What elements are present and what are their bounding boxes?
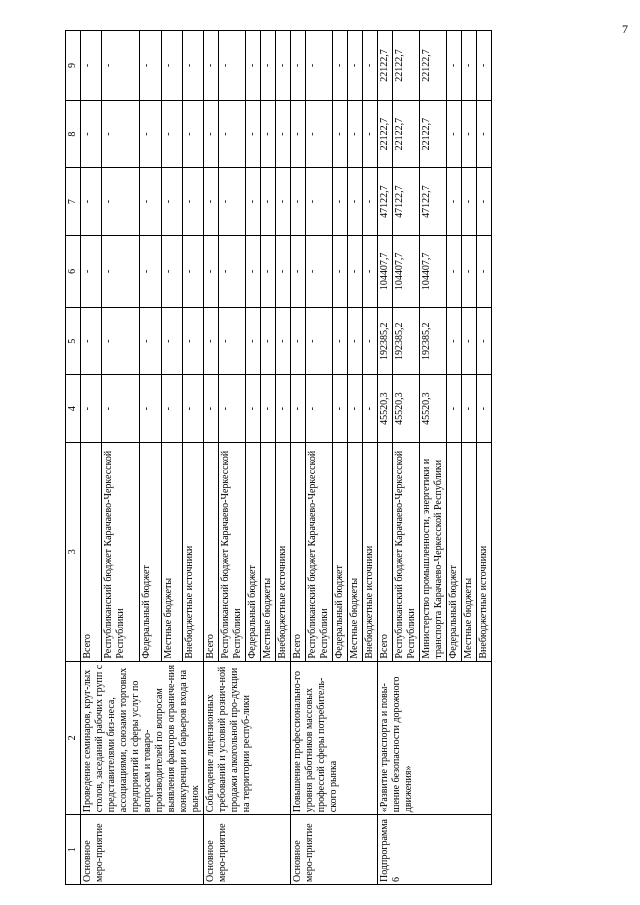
value-cell-col-8: - [363, 100, 378, 167]
value-cell-col-6: - [333, 235, 348, 307]
value-cell-col-9: - [348, 31, 363, 101]
value-cell-col-4: - [182, 375, 203, 442]
funding-source-cell: Местные бюджеты [261, 442, 276, 661]
value-cell-col-9: - [447, 31, 462, 101]
value-cell-col-5: - [246, 307, 261, 374]
value-cell-col-8: 22122,7 [378, 100, 393, 167]
activity-type-cell: Основное меро-приятие [81, 815, 204, 885]
funding-source-cell: Внебюджетные источники [363, 442, 378, 661]
value-cell-col-6: 104407,7 [420, 235, 447, 307]
value-cell-col-5: - [219, 307, 246, 374]
value-cell-col-5: - [204, 307, 219, 374]
value-cell-col-7: - [81, 168, 102, 235]
value-cell-col-7: - [477, 168, 492, 235]
value-cell-col-8: - [182, 100, 203, 167]
value-cell-col-9: - [102, 31, 140, 101]
column-header-9: 9 [66, 31, 81, 101]
activity-type-cell: Подпрограмма 6 [378, 815, 492, 885]
funding-source-cell: Внебюджетные источники [276, 442, 291, 661]
value-cell-col-6: - [219, 235, 246, 307]
value-cell-col-8: - [462, 100, 477, 167]
value-cell-col-4: - [102, 375, 140, 442]
column-header-5: 5 [66, 307, 81, 374]
funding-source-cell: Федеральный бюджет [333, 442, 348, 661]
funding-source-cell: Республиканский бюджет Карачаево-Черкесской Республики [219, 442, 246, 661]
value-cell-col-6: - [462, 235, 477, 307]
value-cell-col-4: 45520,3 [393, 375, 420, 442]
value-cell-col-4: - [161, 375, 182, 442]
value-cell-col-9: 22122,7 [420, 31, 447, 101]
value-cell-col-9: - [219, 31, 246, 101]
value-cell-col-4: - [276, 375, 291, 442]
value-cell-col-5: - [81, 307, 102, 374]
value-cell-col-4: - [291, 375, 306, 442]
value-cell-col-9: - [246, 31, 261, 101]
funding-source-cell: Республиканский бюджет Карачаево-Черкесской Республики [393, 442, 420, 661]
value-cell-col-8: - [261, 100, 276, 167]
value-cell-col-5: - [363, 307, 378, 374]
funding-source-cell: Министерство промышленности, энергетики и транспорта Карачаево-Черкесской Республики [420, 442, 447, 661]
value-cell-col-4: - [348, 375, 363, 442]
value-cell-col-7: - [306, 168, 333, 235]
value-cell-col-4: - [477, 375, 492, 442]
column-header-3: 3 [66, 442, 81, 661]
value-cell-col-7: - [182, 168, 203, 235]
value-cell-col-9: - [140, 31, 161, 101]
funding-source-cell: Местные бюджеты [161, 442, 182, 661]
value-cell-col-7: 47122,7 [420, 168, 447, 235]
funding-source-cell: Республиканский бюджет Карачаево-Черкесской Республики [102, 442, 140, 661]
value-cell-col-7: - [204, 168, 219, 235]
value-cell-col-8: 22122,7 [420, 100, 447, 167]
value-cell-col-9: 22122,7 [393, 31, 420, 101]
column-header-4: 4 [66, 375, 81, 442]
value-cell-col-5: - [306, 307, 333, 374]
activity-name-cell: «Развитие транспорта и повы-шение безопасности дорожного движения» [378, 661, 492, 815]
value-cell-col-4: - [462, 375, 477, 442]
value-cell-col-5: - [161, 307, 182, 374]
value-cell-col-6: - [348, 235, 363, 307]
value-cell-col-9: - [261, 31, 276, 101]
value-cell-col-9: - [363, 31, 378, 101]
value-cell-col-9: - [81, 31, 102, 101]
value-cell-col-7: - [102, 168, 140, 235]
value-cell-col-4: - [204, 375, 219, 442]
value-cell-col-7: - [161, 168, 182, 235]
value-cell-col-9: - [462, 31, 477, 101]
funding-source-cell: Республиканский бюджет Карачаево-Черкесской Республики [306, 442, 333, 661]
value-cell-col-8: - [204, 100, 219, 167]
value-cell-col-4: - [219, 375, 246, 442]
funding-source-cell: Всего [378, 442, 393, 661]
header-row [66, 31, 81, 885]
activity-name-cell: Соблюдение лицензионных требований и условий рознич-ной продажи алкогольной про-дукции на территории респуб-лики [204, 661, 291, 815]
value-cell-col-5: - [291, 307, 306, 374]
column-header-8: 8 [66, 100, 81, 167]
value-cell-col-5: - [261, 307, 276, 374]
value-cell-col-5: - [462, 307, 477, 374]
value-cell-col-6: - [306, 235, 333, 307]
value-cell-col-4: - [246, 375, 261, 442]
column-header-1: 1 [66, 815, 81, 885]
value-cell-col-8: - [333, 100, 348, 167]
funding-source-cell: Всего [81, 442, 102, 661]
value-cell-col-6: - [102, 235, 140, 307]
value-cell-col-8: 22122,7 [393, 100, 420, 167]
funding-source-cell: Внебюджетные источники [182, 442, 203, 661]
column-header-6: 6 [66, 235, 81, 307]
value-cell-col-6: - [161, 235, 182, 307]
value-cell-col-5: - [276, 307, 291, 374]
value-cell-col-8: - [219, 100, 246, 167]
value-cell-col-6: - [140, 235, 161, 307]
value-cell-col-4: - [306, 375, 333, 442]
value-cell-col-6: - [246, 235, 261, 307]
rotated-table-container [65, 30, 585, 885]
value-cell-col-4: 45520,3 [420, 375, 447, 442]
value-cell-col-7: - [447, 168, 462, 235]
value-cell-col-6: 104407,7 [378, 235, 393, 307]
value-cell-col-8: - [348, 100, 363, 167]
value-cell-col-6: 104407,7 [393, 235, 420, 307]
activity-name-cell: Повышение профессионально-го уровня работников массовых профессий сферы потребитель-ского рынка [291, 661, 378, 815]
page-number: 7 [622, 22, 628, 36]
value-cell-col-8: - [447, 100, 462, 167]
value-cell-col-5: - [182, 307, 203, 374]
value-cell-col-8: - [246, 100, 261, 167]
value-cell-col-7: - [348, 168, 363, 235]
funding-source-cell: Федеральный бюджет [246, 442, 261, 661]
value-cell-col-6: - [182, 235, 203, 307]
value-cell-col-7: - [246, 168, 261, 235]
value-cell-col-8: - [306, 100, 333, 167]
funding-source-cell: Внебюджетные источники [477, 442, 492, 661]
value-cell-col-7: - [261, 168, 276, 235]
funding-source-cell: Местные бюджеты [462, 442, 477, 661]
value-cell-col-7: - [219, 168, 246, 235]
table-body [81, 31, 492, 885]
value-cell-col-9: - [204, 31, 219, 101]
value-cell-col-8: - [291, 100, 306, 167]
budget-table [65, 30, 492, 885]
value-cell-col-5: - [140, 307, 161, 374]
value-cell-col-5: - [333, 307, 348, 374]
value-cell-col-6: - [81, 235, 102, 307]
value-cell-col-5: - [477, 307, 492, 374]
activity-name-cell: Проведение семинаров, круг-лых столов, заседаний рабочих групп с представителями биз-неса, ассоциациями, союзами торговых предприятий и сферы услуг по вопросам и товаро-производителей по вопросам выявления факторов ограниче-ния конкуренции и барьеров входа на рынок [81, 661, 204, 815]
value-cell-col-6: - [447, 235, 462, 307]
funding-source-cell: Всего [291, 442, 306, 661]
value-cell-col-9: - [276, 31, 291, 101]
value-cell-col-4: - [81, 375, 102, 442]
funding-source-cell: Федеральный бюджет [447, 442, 462, 661]
value-cell-col-5: 192385,2 [393, 307, 420, 374]
value-cell-col-8: - [102, 100, 140, 167]
value-cell-col-6: - [291, 235, 306, 307]
value-cell-col-5: 192385,2 [420, 307, 447, 374]
value-cell-col-5: 192385,2 [378, 307, 393, 374]
activity-type-cell: Основное меро-приятие [204, 815, 291, 885]
value-cell-col-7: - [140, 168, 161, 235]
value-cell-col-4: - [447, 375, 462, 442]
value-cell-col-5: - [348, 307, 363, 374]
value-cell-col-9: - [333, 31, 348, 101]
value-cell-col-9: - [182, 31, 203, 101]
activity-type-cell: Основное меро-приятие [291, 815, 378, 885]
table-row [81, 31, 102, 885]
value-cell-col-9: - [306, 31, 333, 101]
value-cell-col-6: - [477, 235, 492, 307]
value-cell-col-7: 47122,7 [393, 168, 420, 235]
table-row [378, 31, 393, 885]
value-cell-col-4: - [363, 375, 378, 442]
value-cell-col-8: - [140, 100, 161, 167]
value-cell-col-7: 47122,7 [378, 168, 393, 235]
value-cell-col-7: - [276, 168, 291, 235]
value-cell-col-9: - [161, 31, 182, 101]
value-cell-col-9: 22122,7 [378, 31, 393, 101]
table-row [291, 31, 306, 885]
table-row [204, 31, 219, 885]
value-cell-col-4: - [261, 375, 276, 442]
column-header-7: 7 [66, 168, 81, 235]
value-cell-col-4: - [333, 375, 348, 442]
value-cell-col-5: - [102, 307, 140, 374]
value-cell-col-7: - [363, 168, 378, 235]
value-cell-col-7: - [291, 168, 306, 235]
funding-source-cell: Федеральный бюджет [140, 442, 161, 661]
value-cell-col-6: - [363, 235, 378, 307]
value-cell-col-9: - [477, 31, 492, 101]
value-cell-col-8: - [81, 100, 102, 167]
value-cell-col-5: - [447, 307, 462, 374]
value-cell-col-6: - [204, 235, 219, 307]
value-cell-col-6: - [276, 235, 291, 307]
value-cell-col-4: 45520,3 [378, 375, 393, 442]
funding-source-cell: Всего [204, 442, 219, 661]
value-cell-col-7: - [333, 168, 348, 235]
value-cell-col-4: - [140, 375, 161, 442]
value-cell-col-6: - [261, 235, 276, 307]
value-cell-col-8: - [161, 100, 182, 167]
value-cell-col-7: - [462, 168, 477, 235]
value-cell-col-9: - [291, 31, 306, 101]
value-cell-col-8: - [477, 100, 492, 167]
value-cell-col-8: - [276, 100, 291, 167]
funding-source-cell: Местные бюджеты [348, 442, 363, 661]
column-header-2: 2 [66, 661, 81, 815]
